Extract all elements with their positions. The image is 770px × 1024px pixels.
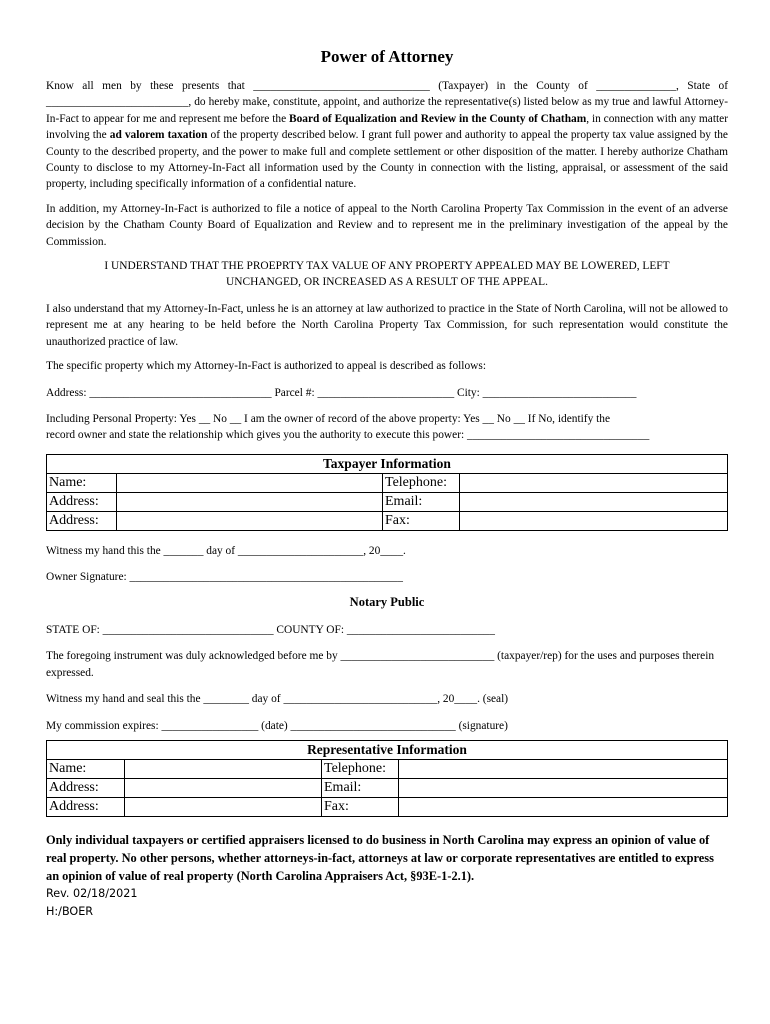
representative-email-field[interactable] [399, 778, 728, 797]
fax-label: Fax: [322, 797, 399, 816]
representative-address-field[interactable] [125, 778, 322, 797]
board-name-bold: Board of Equalization and Review in the County of Chatham [289, 112, 587, 125]
statement-line: I UNDERSTAND THAT THE PROEPRTY TAX VALUE OF ANY PROPERTY APPEALED MAY BE LOWERED, LEFT [104, 260, 670, 273]
name-label: Name: [47, 473, 117, 492]
fax-label: Fax: [383, 511, 460, 530]
understanding-statement [46, 258, 728, 291]
ad-valorem-bold: ad valorem taxation [109, 129, 208, 142]
taxpayer-name-field[interactable] [117, 473, 383, 492]
acknowledgement-line[interactable]: The foregoing instrument was duly acknowledged before me by ___________________________ (taxpayer/rep) for the uses and purposes therein expressed. [46, 650, 715, 679]
email-label: Email: [322, 778, 399, 797]
representative-fax-field[interactable] [399, 797, 728, 816]
authorization-paragraph [46, 78, 728, 193]
paragraph-text: of the property described below. I grant full power and authority to appeal the property tax value assigned by the County to the described property, and the power to make full and complete settlement or other disposition of the matter. I hereby authorize Chatham County to disclose to my Attorney-In-Fact all information used by the County in connection with the listing, appraisal, or assessment of the said property, including specifically information of a confidential nature. [46, 129, 728, 191]
address-label: Address: [47, 778, 125, 797]
telephone-label: Telephone: [383, 473, 460, 492]
address-label: Address: [47, 511, 117, 530]
representative-heading: Representative Information [47, 740, 728, 759]
email-label: Email: [383, 492, 460, 511]
file-path: H:/BOER [46, 904, 94, 918]
representative-address2-field[interactable] [125, 797, 322, 816]
address-label: Address: [47, 492, 117, 511]
appraiser-notice: Only individual taxpayers or certified appraisers licensed to do business in North Carolina may express an opinion of value of real property. No other persons, whether attorneys-in-fact, attorneys at law or corporate representatives are entitled to express an opinion of value of real property (North Carolina Appraisers Act, §93E-1-2.1). [46, 832, 714, 883]
representative-information-table [46, 740, 728, 817]
appeal-paragraph: In addition, my Attorney-In-Fact is authorized to file a notice of appeal to the North Carolina Property Tax Commission in the event of an adverse decision by the Chatham County Board of Equalization and Review and to represent me in the preliminary investigation of the appeal by the Commission. [46, 202, 728, 248]
document-title: Power of Attorney [320, 47, 454, 66]
taxpayer-address2-field[interactable] [117, 511, 383, 530]
revision-date: Rev. 02/18/2021 [46, 886, 138, 900]
state-county-line[interactable]: STATE OF: ______________________________ COUNTY OF: __________________________ [46, 623, 495, 636]
property-address-line[interactable]: Address: ________________________________ Parcel #: ________________________ City: ___________________________ [46, 386, 637, 399]
taxpayer-telephone-field[interactable] [460, 473, 728, 492]
practice-of-law-paragraph: I also understand that my Attorney-In-Fact, unless he is an attorney at law authorized to practice in the State of North Carolina, will not be allowed to represent me at any hearing to be held before the North Carolina Property Tax Commission, for such representation would constitute the unauthorized practice of law. [46, 302, 728, 348]
statement-line: UNCHANGED, OR INCREASED AS A RESULT OF THE APPEAL. [226, 276, 548, 289]
power-of-attorney-form [46, 46, 728, 921]
taxpayer-information-table [46, 454, 728, 531]
paragraph-text: , in connection with any matter involving the [46, 112, 728, 142]
notary-title: Notary Public [349, 594, 425, 609]
record-owner-line[interactable]: record owner and state the relationship which gives you the authority to execute this power: ________________________________ [46, 429, 650, 442]
property-description-intro: The specific property which my Attorney-In-Fact is authorized to appeal is described as follows: [46, 360, 486, 373]
taxpayer-fax-field[interactable] [460, 511, 728, 530]
representative-name-field[interactable] [125, 759, 322, 778]
taxpayer-address-field[interactable] [117, 492, 383, 511]
commission-line[interactable]: My commission expires: _________________ (date) _____________________________ (signature) [46, 719, 508, 732]
address-label: Address: [47, 797, 125, 816]
witness-seal-line[interactable]: Witness my hand and seal this the ________ day of ___________________________, 20____. (seal) [46, 693, 509, 706]
personal-property-line[interactable]: Including Personal Property: Yes __ No __ I am the owner of record of the above property: Yes __ No __ If No, identify the [46, 412, 611, 425]
personal-property-lines[interactable] [46, 411, 728, 444]
owner-signature-line[interactable]: Owner Signature: ________________________________________________ [46, 571, 403, 584]
telephone-label: Telephone: [322, 759, 399, 778]
witness-line[interactable]: Witness my hand this the _______ day of ______________________, 20____. [46, 544, 406, 557]
name-label: Name: [47, 759, 125, 778]
representative-telephone-field[interactable] [399, 759, 728, 778]
paragraph-text: Know all men by these presents that _______________________________ (Taxpayer) in the County of ______________, State of _________________________, do hereby make, constitute, appoint, and authorize the representative(s) listed below as my true and lawful Attorney-In-Fact to appear for me and represent me before the [46, 80, 728, 125]
taxpayer-heading: Taxpayer Information [47, 454, 728, 473]
taxpayer-email-field[interactable] [460, 492, 728, 511]
